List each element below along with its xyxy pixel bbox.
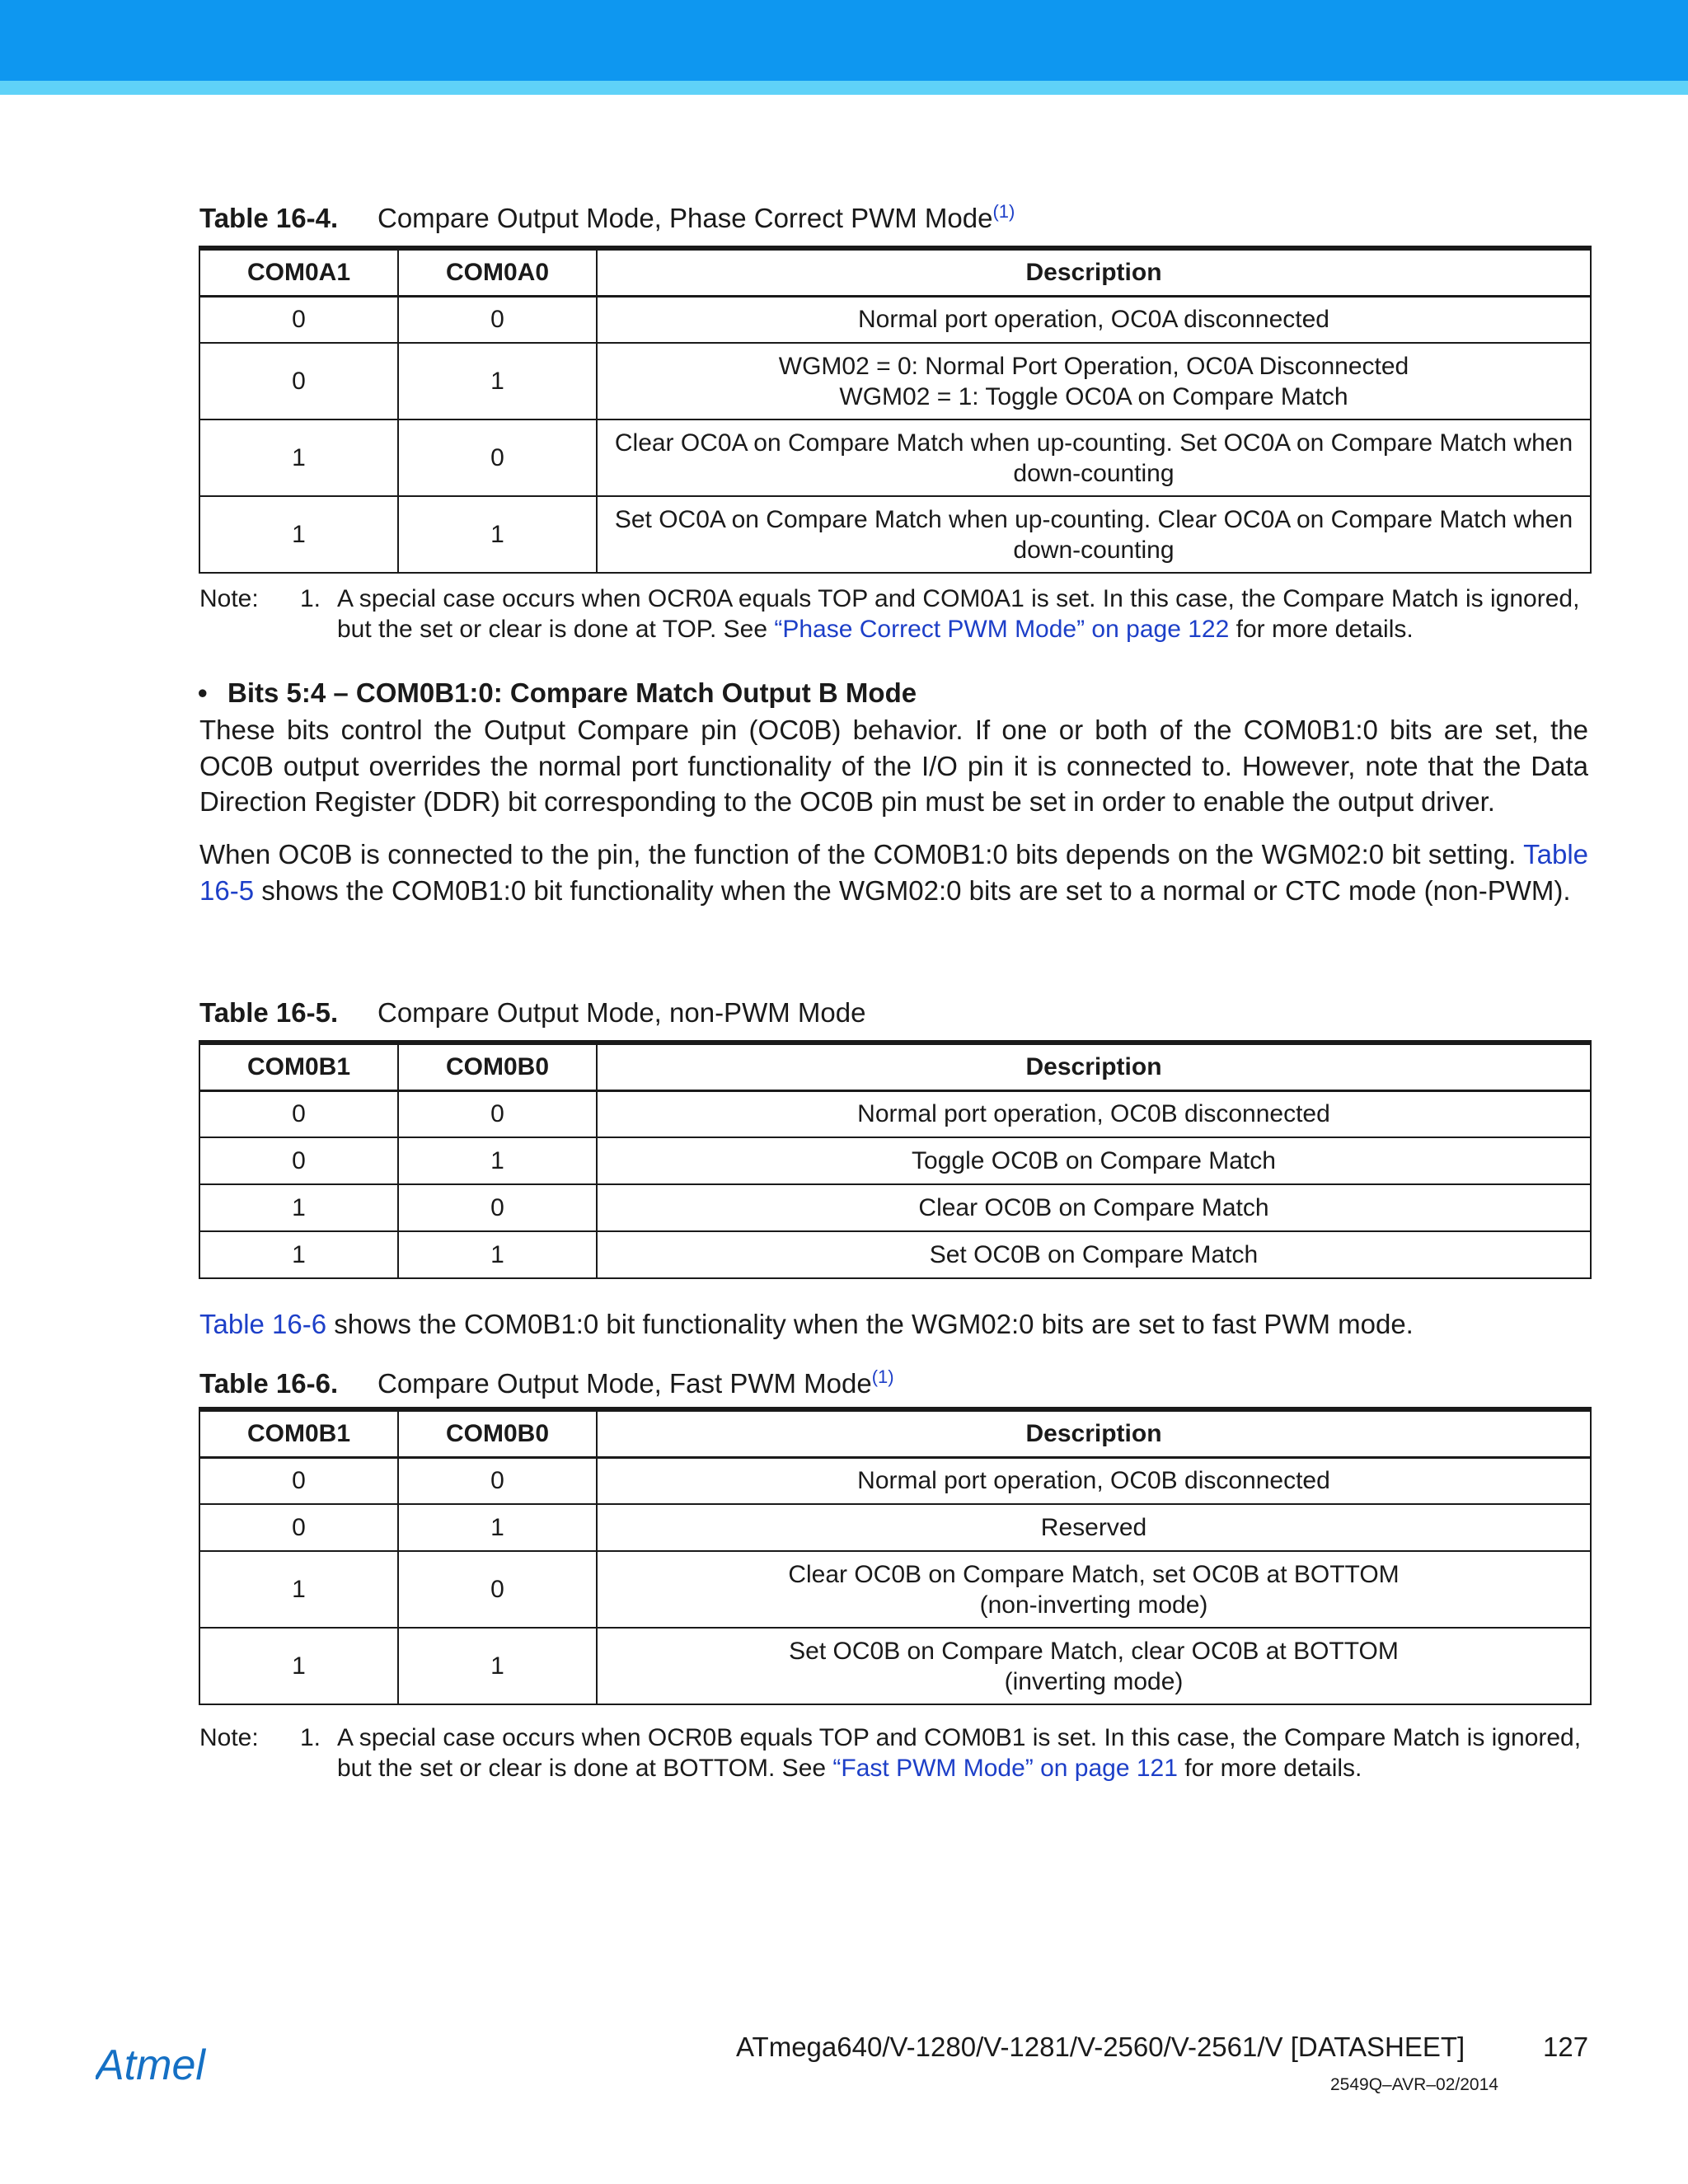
description-line: Clear OC0A on Compare Match when up-counting. Set OC0A on Compare Match when <box>614 429 1573 457</box>
footer-document-title: ATmega640/V-1280/V-1281/V-2560/V-2561/V [DATASHEET] <box>736 2032 1465 2062</box>
description-line: WGM02 = 0: Normal Port Operation, OC0A Disconnected <box>778 352 1409 380</box>
bit-value-cell: 1 <box>199 496 398 573</box>
description-line: WGM02 = 1: Toggle OC0A on Compare Match <box>839 382 1348 410</box>
description-cell: Normal port operation, OC0B disconnected <box>597 1457 1591 1504</box>
table-16-6-note <box>199 1722 1592 1783</box>
bit-value-cell: 0 <box>398 1090 597 1137</box>
bit-value-cell: 0 <box>398 419 597 496</box>
table-row <box>199 1551 1591 1628</box>
table-number: Table 16-5. <box>199 997 339 1028</box>
table-row <box>199 1628 1591 1704</box>
description-cell <box>597 296 1591 343</box>
section-heading <box>198 677 917 710</box>
page-number: 127 <box>1543 2032 1589 2062</box>
footnote-ref-link[interactable]: (1) <box>992 201 1015 222</box>
bit-value-cell: 1 <box>199 1551 398 1628</box>
table-16-6-link[interactable]: Table 16-6 <box>199 1309 327 1339</box>
description-cell: Toggle OC0B on Compare Match <box>597 1137 1591 1184</box>
bit-value-cell: 0 <box>398 296 597 343</box>
table-16-5 <box>199 1040 1592 1279</box>
table-number: Table 16-6. <box>199 1368 339 1399</box>
note-text-segment: but the set or clear is done at TOP. See <box>337 616 775 643</box>
atmel-logo-text: Atmel <box>96 2041 205 2086</box>
bit-value-cell: 1 <box>398 1231 597 1278</box>
table-16-4-caption <box>199 202 1015 235</box>
table-row <box>199 1457 1591 1504</box>
column-header: Description <box>597 1409 1591 1457</box>
table-16-6 <box>199 1407 1592 1705</box>
table-row <box>199 296 1591 343</box>
bit-value-cell: 1 <box>398 343 597 419</box>
table-row <box>199 1090 1591 1137</box>
description-line: Set OC0B on Compare Match, clear OC0B at BOTTOM <box>789 1637 1399 1665</box>
description-cell <box>597 1551 1591 1628</box>
column-header: COM0B0 <box>398 1043 597 1090</box>
section-heading-text: Bits 5:4 – COM0B1:0: Compare Match Output B Mode <box>227 677 917 708</box>
column-header: COM0B1 <box>199 1409 398 1457</box>
column-header: Description <box>597 1043 1591 1090</box>
table-title: Compare Output Mode, non-PWM Mode <box>377 997 866 1028</box>
bit-value-cell: 1 <box>199 419 398 496</box>
paragraph-1: These bits control the Output Compare pin (OC0B) behavior. If one or both of the COM0B1:0 bits are set, the OC0B output overrides the normal port functionality of the I/O pin it is connected to. However, note that the Data Direction Register (DDR) bit corresponding to the OC0B pin must be set in order to enable the output driver. <box>199 715 1588 817</box>
description-line: down-counting <box>1013 536 1175 564</box>
column-header: COM0A0 <box>398 248 597 296</box>
description-cell: Reserved <box>597 1504 1591 1551</box>
paragraph-2 <box>199 837 1588 908</box>
table-row <box>199 1137 1591 1184</box>
note-number: 1. <box>300 1724 321 1751</box>
bit-value-cell: 1 <box>199 1184 398 1231</box>
note-label: Note: <box>199 1724 259 1751</box>
atmel-logo <box>96 2040 237 2086</box>
bit-value-cell: 0 <box>398 1457 597 1504</box>
column-header: Description <box>597 248 1591 296</box>
description-line: (non-inverting mode) <box>979 1591 1208 1619</box>
table-row <box>199 419 1591 496</box>
bit-value-cell: 1 <box>398 1504 597 1551</box>
table-row <box>199 496 1591 573</box>
phase-correct-pwm-link[interactable]: “Phase Correct PWM Mode” on page 122 <box>774 616 1230 643</box>
bit-value-cell: 0 <box>199 343 398 419</box>
table-row <box>199 343 1591 419</box>
description-line: Normal port operation, OC0A disconnected <box>858 306 1329 334</box>
note-text <box>337 583 1592 644</box>
table-16-4-note <box>199 583 1592 644</box>
note-line: A special case occurs when OCR0B equals TOP and COM0B1 is set. In this case, the Compare Match is ignored, <box>337 1724 1582 1751</box>
note-line <box>337 1753 1592 1783</box>
description-cell <box>597 496 1591 573</box>
table-16-4 <box>199 246 1592 574</box>
column-header: COM0A1 <box>199 248 398 296</box>
note-text-segment: but the set or clear is done at BOTTOM. See <box>337 1755 833 1782</box>
bit-value-cell: 0 <box>199 1137 398 1184</box>
document-code: 2549Q–AVR–02/2014 <box>1330 2075 1498 2094</box>
description-cell: Normal port operation, OC0B disconnected <box>597 1090 1591 1137</box>
table-title: Compare Output Mode, Fast PWM Mode <box>377 1368 872 1399</box>
bit-value-cell: 0 <box>199 1504 398 1551</box>
bit-value-cell: 0 <box>199 296 398 343</box>
paragraph-text: shows the COM0B1:0 bit functionality when the WGM02:0 bits are set to fast PWM mode. <box>326 1309 1414 1339</box>
paragraph-text: When OC0B is connected to the pin, the function of the COM0B1:0 bits depends on the WGM02:0 bit setting. <box>199 839 1524 869</box>
table-16-5-link[interactable]: Table 16-5 <box>199 839 1588 906</box>
table-title: Compare Output Mode, Phase Correct PWM Mode <box>377 203 993 233</box>
table-number: Table 16-4. <box>199 203 339 233</box>
column-header: COM0B1 <box>199 1043 398 1090</box>
bit-value-cell: 0 <box>199 1090 398 1137</box>
note-line <box>337 614 1592 644</box>
description-cell: Set OC0B on Compare Match <box>597 1231 1591 1278</box>
bit-value-cell: 1 <box>398 1628 597 1704</box>
bit-value-cell: 1 <box>199 1231 398 1278</box>
bit-value-cell: 1 <box>199 1628 398 1704</box>
table-row <box>199 1231 1591 1278</box>
table-row <box>199 1184 1591 1231</box>
note-number: 1. <box>300 585 321 612</box>
header-band <box>0 0 1688 81</box>
description-cell <box>597 419 1591 496</box>
bullet-icon: • <box>198 677 208 708</box>
description-cell <box>597 1628 1591 1704</box>
paragraph-text: shows the COM0B1:0 bit functionality when the WGM02:0 bits are set to a normal or CTC mode (non-PWM). <box>254 874 1571 906</box>
header-band-accent <box>0 81 1688 95</box>
note-line: A special case occurs when OCR0A equals TOP and COM0A1 is set. In this case, the Compare Match is ignored, <box>337 585 1580 612</box>
note-text <box>337 1722 1592 1783</box>
table-16-6-caption <box>199 1367 894 1400</box>
bit-value-cell: 0 <box>199 1457 398 1504</box>
footnote-ref-link[interactable]: (1) <box>871 1366 894 1387</box>
bit-value-cell: 0 <box>398 1184 597 1231</box>
bit-value-cell: 1 <box>398 1137 597 1184</box>
note-label: Note: <box>199 585 259 612</box>
description-line: (inverting mode) <box>1004 1667 1184 1695</box>
table-16-5-caption <box>199 996 865 1029</box>
description-cell: Clear OC0B on Compare Match <box>597 1184 1591 1231</box>
note-text-segment: for more details. <box>1177 1755 1362 1782</box>
table-row <box>199 1504 1591 1551</box>
description-line: Clear OC0B on Compare Match, set OC0B at BOTTOM <box>788 1560 1400 1588</box>
description-line: down-counting <box>1013 459 1175 487</box>
column-header: COM0B0 <box>398 1409 597 1457</box>
paragraph-3 <box>199 1306 1588 1343</box>
bit-value-cell: 0 <box>398 1551 597 1628</box>
description-line: Set OC0A on Compare Match when up-counting. Clear OC0A on Compare Match when <box>614 505 1573 533</box>
description-cell <box>597 343 1591 419</box>
note-text-segment: for more details. <box>1229 616 1414 643</box>
bit-value-cell: 1 <box>398 496 597 573</box>
fast-pwm-mode-link[interactable]: “Fast PWM Mode” on page 121 <box>832 1755 1178 1782</box>
